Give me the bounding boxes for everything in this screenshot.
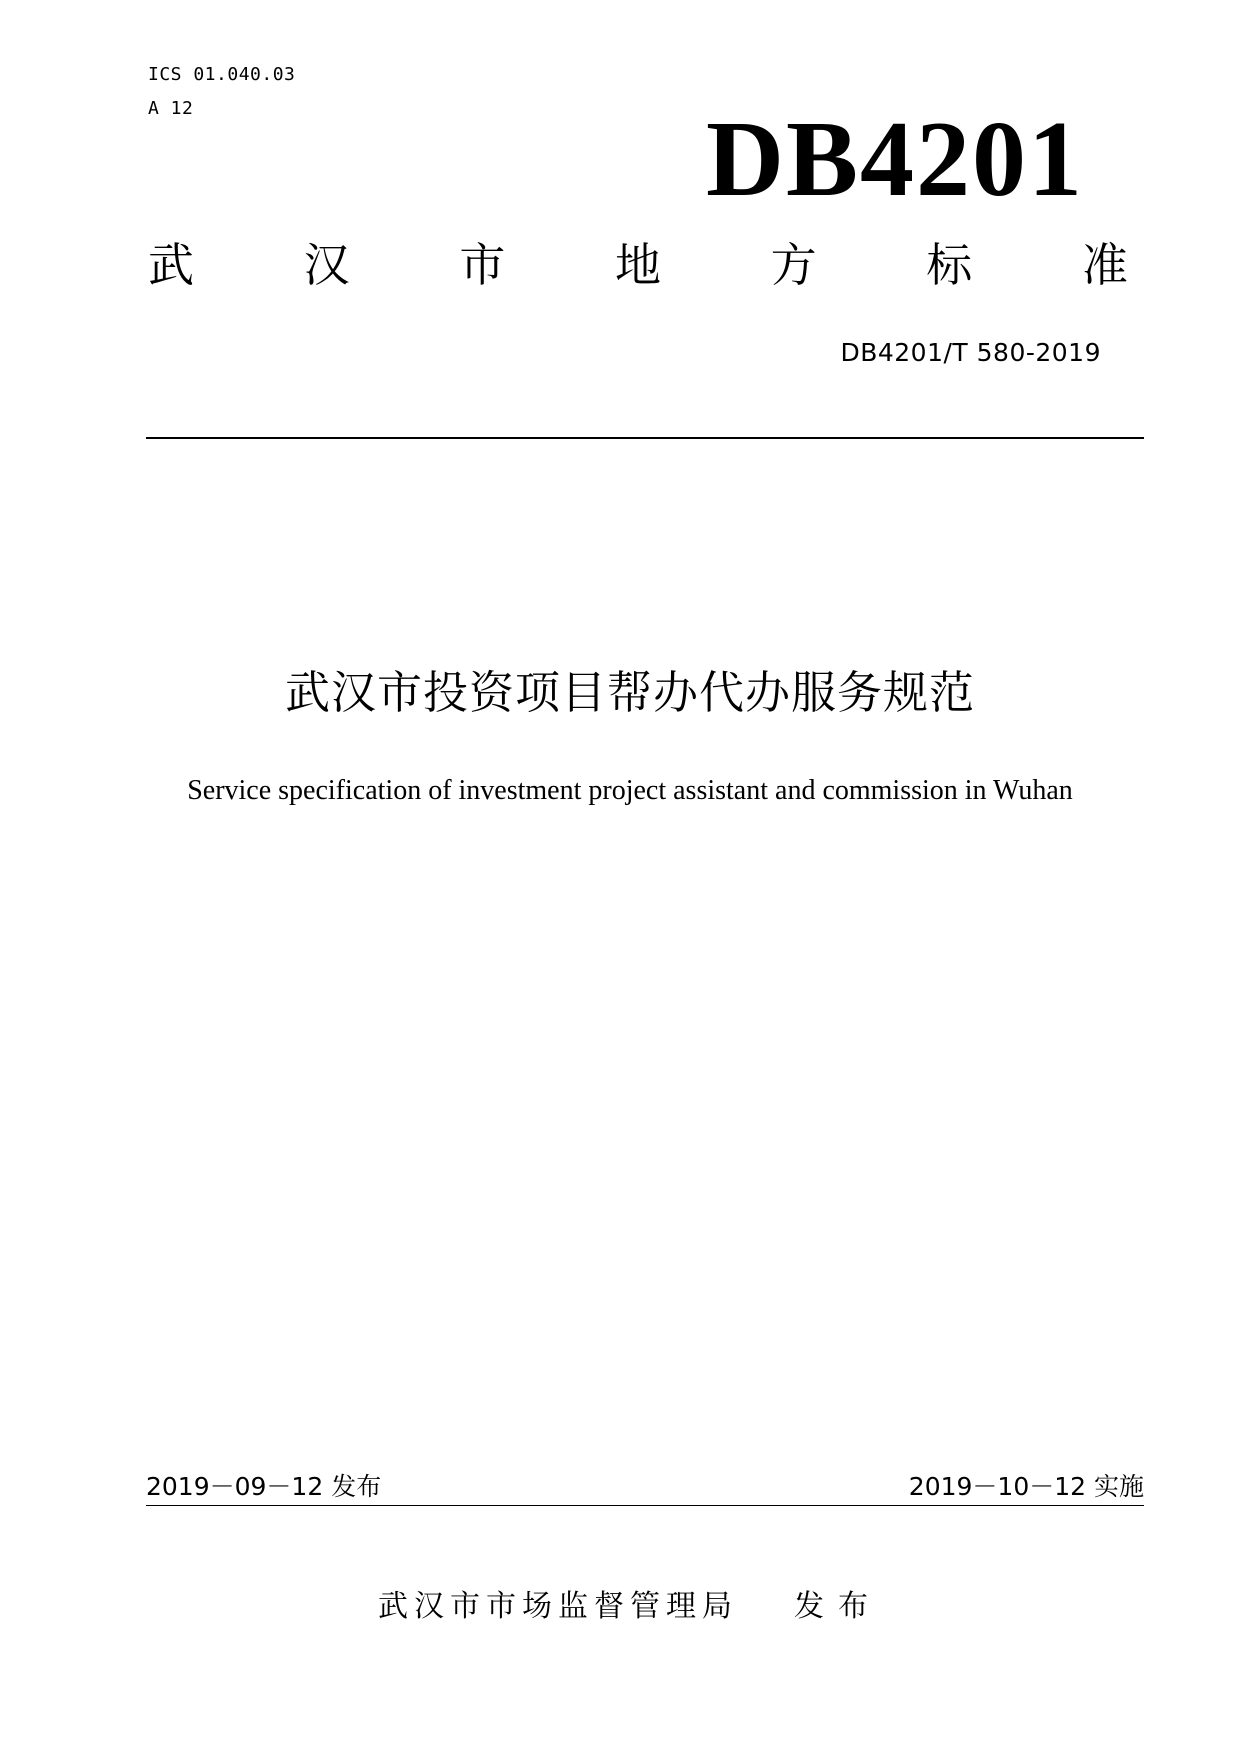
- standard-category: [148, 238, 1128, 292]
- standard-category-char: 方: [770, 238, 817, 292]
- standard-category-char: 地: [614, 238, 661, 292]
- standard-category-char: 市: [459, 238, 506, 292]
- document-title-chinese: 武汉市投资项目帮办代办服务规范: [284, 666, 975, 719]
- implementation-date: 2019－10－12 实施: [908, 1472, 1144, 1501]
- standard-category-char: 准: [1081, 238, 1128, 292]
- standard-category-char: 武: [148, 238, 194, 292]
- standard-number: DB4201/T 580-2019: [840, 338, 1101, 367]
- issuer-action: 发布: [794, 1589, 882, 1624]
- publish-date: 2019－09－12 发布: [146, 1472, 382, 1501]
- standard-mark: DB4201: [705, 100, 1084, 219]
- standard-category-char: 汉: [303, 238, 350, 292]
- document-title-english: Service specification of investment project assistant and commission in Wuhan: [187, 775, 1073, 806]
- issuer-name: 武汉市市场监督管理局: [378, 1589, 738, 1624]
- ics-code: ICS 01.040.03: [148, 64, 296, 85]
- ccs-code: A 12: [148, 98, 194, 119]
- footer-divider: [146, 1505, 1144, 1506]
- issuer-line: [0, 1589, 1241, 1624]
- header-divider: [146, 437, 1144, 439]
- standard-category-char: 标: [926, 238, 973, 292]
